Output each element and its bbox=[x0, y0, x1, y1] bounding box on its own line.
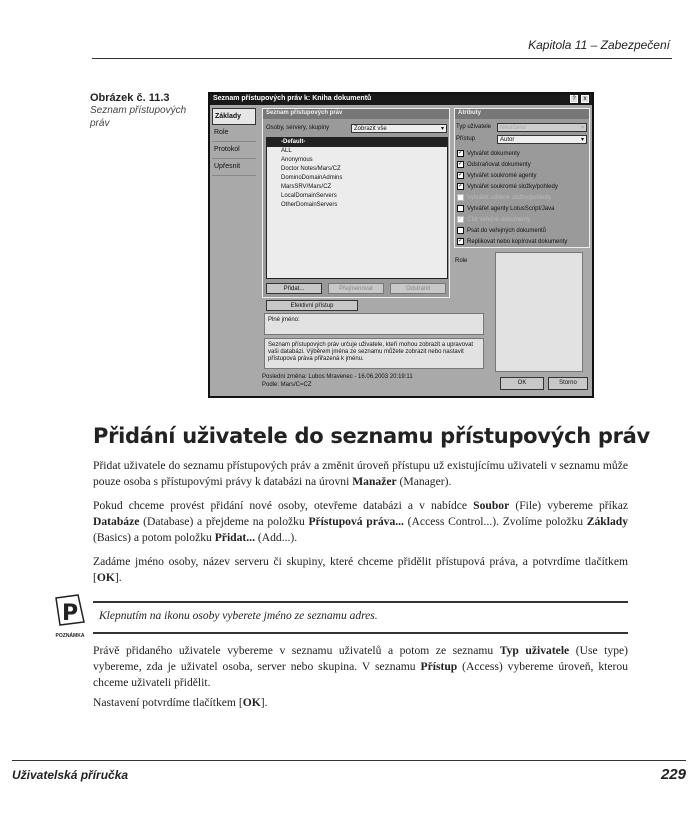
attribute-checkbox[interactable] bbox=[456, 237, 590, 248]
checkbox-label: Vytvářet dokumenty bbox=[467, 151, 520, 157]
help-button[interactable]: ? bbox=[570, 95, 578, 103]
checkbox-label: Replikovat nebo kopírovat dokumenty bbox=[467, 239, 568, 245]
note-label: POZNÁMKA bbox=[55, 633, 85, 639]
access-label: Přístup bbox=[456, 136, 476, 142]
checkbox-label: Vytvářet soukromé agenty bbox=[467, 173, 537, 179]
chevron-down-icon: ▾ bbox=[440, 126, 444, 132]
attributes-title: Atributy bbox=[455, 109, 589, 119]
attribute-checkbox[interactable] bbox=[456, 171, 590, 182]
effective-access-button[interactable]: Efektivní přístup bbox=[266, 300, 358, 311]
acl-entry[interactable]: Doctor Notes/Mars/CZ bbox=[281, 166, 341, 172]
checkbox-icon: ✓ bbox=[458, 183, 464, 189]
paragraph: Nastavení potvrdíme tlačítkem [OK]. bbox=[93, 696, 268, 709]
attribute-checkbox[interactable] bbox=[456, 160, 590, 171]
nav-basics[interactable]: Základy bbox=[212, 108, 256, 125]
checkbox-label: Vytvářet agenty LotusScript/Java bbox=[467, 206, 555, 212]
dialog-title: Seznam přístupových práv k: Kniha dokumentů bbox=[210, 94, 592, 105]
acl-entry[interactable]: LocalDomainServers bbox=[281, 193, 337, 199]
filter-select[interactable] bbox=[351, 124, 447, 133]
filter-label: Osoby, servery, skupiny bbox=[266, 125, 330, 131]
ok-button[interactable]: OK bbox=[500, 377, 544, 390]
svg-text:P: P bbox=[62, 601, 79, 626]
footer-title: Uživatelská příručka bbox=[12, 768, 129, 782]
user-type-value: Neurčeno bbox=[500, 125, 527, 131]
changed-by: Podle: Mars/C=CZ bbox=[262, 382, 312, 388]
acl-entry[interactable]: DominoDomainAdmins bbox=[281, 175, 343, 181]
note-text: Klepnutím na ikonu osoby vyberete jméno ze seznamu adres. bbox=[99, 610, 378, 622]
figure-number: Obrázek č. 11.3 bbox=[90, 92, 170, 104]
access-select[interactable] bbox=[497, 135, 587, 144]
acl-entry[interactable]: ALL bbox=[281, 148, 292, 154]
acl-group-title: Seznam přístupových práv bbox=[263, 109, 449, 119]
attribute-checkbox[interactable] bbox=[456, 226, 590, 237]
dialog-nav bbox=[212, 108, 256, 176]
user-type-select[interactable] bbox=[497, 123, 587, 132]
section-heading: Přidání uživatele do seznamu přístupových práv bbox=[93, 424, 650, 448]
checkbox-icon: ✓ bbox=[458, 161, 464, 167]
paragraph: Přidat uživatele do seznamu přístupových práv a změnit úroveň přístupu už existujícímu uživateli v seznamu může pouze osoba s přístupovými právy k databázi na úrovni Manažer (Manager). bbox=[93, 459, 628, 488]
note-icon bbox=[48, 592, 92, 638]
note-box bbox=[93, 601, 628, 634]
paragraph: Zadáme jméno osoby, název serveru či skupiny, které chceme přidělit přístupová práva, a potvrdíme tlačítkem [OK]. bbox=[93, 555, 628, 584]
cancel-button[interactable]: Storno bbox=[548, 377, 588, 390]
user-type-label: Typ uživatele bbox=[456, 124, 492, 130]
paragraph: Právě přidaného uživatele vybereme v seznamu uživatelů a potom ze seznamu Typ uživatele (Use type) vybereme, zda je uživatel osoba, server nebo skupina. V seznamu Přístup (Access) vybereme úroveň, kterou chceme uživateli přidělit. bbox=[93, 644, 628, 689]
acl-entry[interactable]: -Default- bbox=[267, 138, 447, 147]
acl-entry[interactable]: MarsSRV/Mars/CZ bbox=[281, 184, 332, 190]
attribute-checkboxes bbox=[456, 149, 590, 248]
remove-button[interactable]: Odstranit bbox=[390, 283, 446, 294]
nav-roles[interactable]: Role bbox=[212, 125, 256, 142]
checkbox-icon: ✓ bbox=[458, 172, 464, 178]
roles-list[interactable] bbox=[495, 252, 583, 372]
footer-rule bbox=[12, 760, 686, 761]
checkbox-label: Vytvářet sdílené složky/pohledy bbox=[467, 195, 551, 201]
paragraph: Pokud chceme provést přidání nové osoby, otevřeme databázi a v nabídce Soubor (File) vybereme příkaz Databáze (Database) a přejdeme na položku Přístupová práva... (Access Control...). Zvolíme položku Základy (Basics) a potom položku Přidat... (Add...). bbox=[93, 499, 629, 544]
close-button[interactable]: x bbox=[581, 95, 589, 103]
checkbox-icon bbox=[457, 227, 464, 234]
figure-caption-text: Seznam přístupových práv bbox=[90, 105, 187, 129]
attribute-checkbox[interactable] bbox=[456, 215, 590, 226]
nav-advanced[interactable]: Upřesnit bbox=[212, 159, 256, 176]
rename-button[interactable]: Přejmenovat bbox=[328, 283, 384, 294]
checkbox-icon bbox=[457, 205, 464, 212]
chevron-down-icon: ▾ bbox=[580, 125, 584, 131]
checkbox-icon: ✓ bbox=[458, 150, 464, 156]
acl-dialog bbox=[208, 92, 594, 398]
last-change: Poslední změna: Lubos Mravenec - 16.06.2003 20:19:11 bbox=[262, 374, 413, 380]
acl-entry[interactable]: OtherDomainServers bbox=[281, 202, 338, 208]
chevron-down-icon: ▾ bbox=[580, 137, 584, 143]
access-value: Autor bbox=[500, 137, 515, 143]
add-button[interactable]: Přidat... bbox=[266, 283, 322, 294]
nav-log[interactable]: Protokol bbox=[212, 142, 256, 159]
checkbox-label: Odstraňovat dokumenty bbox=[467, 162, 531, 168]
page-number: 229 bbox=[660, 766, 686, 783]
fullname-box bbox=[264, 313, 484, 335]
fullname-label: Plné jméno: bbox=[268, 317, 300, 323]
chapter-header: Kapitola 11 – Zabezpečení bbox=[528, 38, 670, 52]
description-box: Seznam přístupových práv určuje uživatele, kteří mohou zobrazit a upravovat vaši databázi. Výběrem jména ze seznamu můžete zobrazit nebo nastavit přístupová práva přiřazená k jménu. bbox=[264, 338, 484, 369]
acl-list[interactable] bbox=[266, 137, 448, 279]
attribute-checkbox[interactable] bbox=[456, 149, 590, 160]
roles-label: Role bbox=[455, 258, 468, 264]
checkbox-label: Číst veřejné dokumenty bbox=[467, 217, 531, 223]
filter-value: Zobrazit vše bbox=[354, 126, 387, 132]
checkbox-icon: ✓ bbox=[458, 238, 464, 244]
figure-caption bbox=[90, 92, 200, 130]
attribute-checkbox[interactable] bbox=[456, 204, 590, 215]
acl-entry[interactable]: Anonymous bbox=[281, 157, 313, 163]
checkbox-icon bbox=[457, 194, 464, 201]
attribute-checkbox[interactable] bbox=[456, 182, 590, 193]
attributes-group bbox=[454, 108, 590, 248]
checkbox-icon: ✓ bbox=[458, 216, 464, 222]
checkbox-label: Vytvářet soukromé složky/pohledy bbox=[467, 184, 558, 190]
header-rule bbox=[92, 58, 672, 59]
attribute-checkbox[interactable] bbox=[456, 193, 590, 204]
checkbox-label: Psát do veřejných dokumentů bbox=[467, 228, 547, 234]
acl-group bbox=[262, 108, 450, 298]
